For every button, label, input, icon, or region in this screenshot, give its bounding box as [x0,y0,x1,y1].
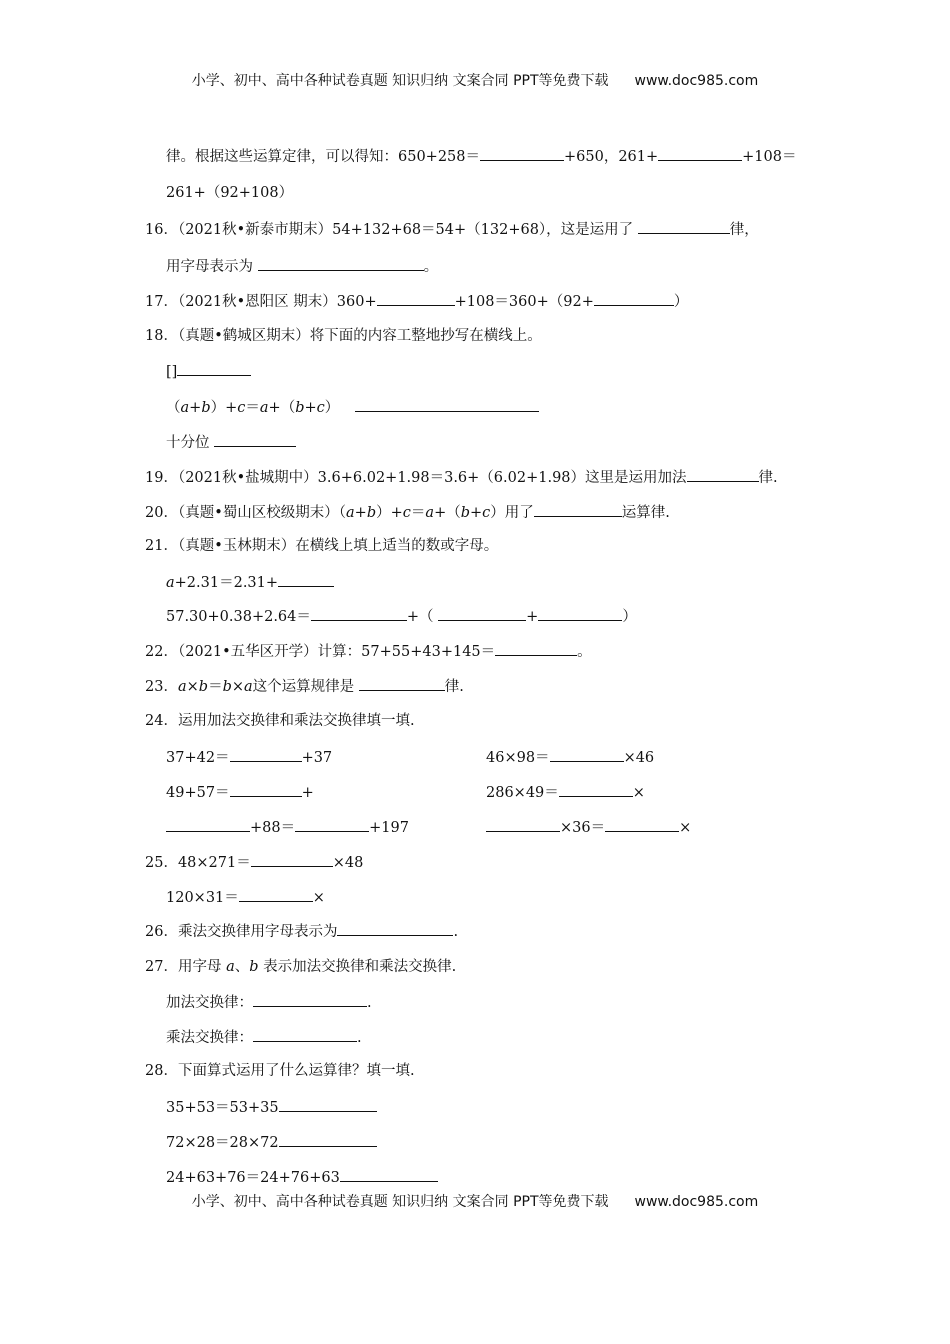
text-q16-line2-b: 。 [423,259,439,275]
question-24 [145,711,415,731]
text-q24-r2r-b: × [632,785,645,801]
text-q15-cont-b: +650，261+ [564,149,659,165]
text-q27-l2-a: 乘法交换律： [166,1030,253,1046]
text-q23-text-a: 这个运算规律是 [252,679,355,695]
question-21-line1 [166,572,334,593]
text-q21-l2-d: ） [622,609,637,625]
text-q23-b: b [198,679,209,695]
text-q20-text-a: （ [338,505,347,521]
text-q27-l2-b: . [357,1030,362,1046]
text-q23-a2: a [244,679,253,695]
text-q25-l1-b: ×48 [332,855,364,871]
question-16-line2 [166,256,438,277]
text-q21-l2-b: +（ [406,609,434,625]
answer-blank[interactable] [230,747,302,762]
text-q18-item2-a: （ [166,400,181,416]
text-q25-num: 25． [145,855,178,871]
text-q17-text-c: ） [673,294,689,310]
text-q23-eq: ＝ [208,679,223,695]
text-q25-l2-b: × [312,890,325,906]
text-q27-l1-b: . [367,995,372,1011]
text-q20-c: c [402,505,411,521]
text-q27-l1-a: 加法交换律： [166,995,253,1011]
question-24-r3-right [486,817,691,838]
question-26 [145,921,458,942]
question-22 [145,641,592,662]
text-q27-b: b [249,959,259,975]
text-q18-item2-l: c [316,400,325,416]
question-28-line2 [166,1132,377,1153]
footer-site: www.doc985.com [634,1194,759,1210]
question-16 [145,219,759,240]
answer-blank[interactable] [486,817,560,832]
header-text: 小学、初中、高中各种试卷真题 知识归纳 文案合同 PPT等免费下载 [191,73,609,89]
question-24-r2-right [486,782,645,803]
text-q20-text-d: ）用了 [490,505,534,521]
text-q18-item2-g: ＝ [245,400,260,416]
text-q20-eq: ＝ [410,505,426,521]
text-q16-src: （2021秋•新泰市期末） [177,222,333,238]
answer-blank[interactable] [166,817,250,832]
text-q18-item2-i: +（ [268,400,296,416]
text-q21-l1-a: a [166,575,175,591]
page-header [0,70,950,90]
text-q24-r2l-a: 49+57＝ [166,785,230,801]
answer-blank[interactable] [355,397,539,412]
question-17 [145,291,688,312]
text-q17-num: 17． [145,294,178,310]
text-q24-r3l-b: +197 [369,820,409,836]
text-q20-text-e: 运算律. [621,505,670,521]
text-q17-text-b: +108＝360+（92+ [454,294,594,310]
question-25 [145,852,363,873]
text-q19-text-b: 律. [758,470,778,486]
text-q18-num: 18． [145,328,178,344]
question-24-r2-left [166,782,314,803]
text-q18-item2-f: c [237,400,246,416]
question-27-line2 [166,1027,362,1048]
header-site: www.doc985.com [634,73,759,89]
answer-blank[interactable] [550,747,624,762]
question-24-r3-left [166,817,409,838]
answer-blank[interactable] [337,921,453,936]
text-q27-text-b: 表示加法交换律和乘法交换律. [263,959,457,975]
answer-blank[interactable] [258,256,424,271]
answer-blank[interactable] [687,467,759,482]
text-q28-text: 下面算式运用了什么运算律？填一填. [177,1063,415,1079]
text-q22-src: （2021•五华区开学） [177,644,318,660]
text-q22-num: 22． [145,644,178,660]
question-20 [145,502,670,523]
question-24-r1-right [486,747,654,768]
answer-blank[interactable] [559,782,633,797]
text-q27-text-a: 用字母 [177,959,222,975]
text-q23-text-b: 律. [444,679,464,695]
text-q16-text-b: 律， [729,222,759,238]
text-q18-item2-k: + [304,400,317,416]
answer-blank[interactable] [495,641,577,656]
question-25-line2 [166,887,325,908]
answer-blank[interactable] [253,992,367,1007]
answer-blank[interactable] [239,887,313,902]
text-q20-plus2: + [470,505,483,521]
answer-blank[interactable] [605,817,679,832]
q15-cont-line1 [166,146,796,167]
text-q22-text-b: 。 [577,644,592,660]
text-q21-src: （真题•玉林期末） [177,538,296,554]
text-q21-l1-b: +2.31＝2.31+ [174,575,279,591]
text-q20-a2: a [425,505,435,521]
answer-blank[interactable] [295,817,369,832]
question-28 [145,1061,415,1081]
text-q19-text-a: 3.6+6.02+1.98＝3.6+（6.02+1.98）这里是运用加法 [317,470,687,486]
text-q17-text-a: 360+ [336,294,377,310]
answer-blank[interactable] [230,782,302,797]
page-footer [0,1191,950,1211]
text-q20-c2: c [482,505,491,521]
text-q19-num: 19． [145,470,178,486]
question-21 [145,536,498,556]
answer-blank[interactable] [311,606,407,621]
text-q21-l2-c: + [526,609,539,625]
text-q16-text-a: 54+132+68＝54+（132+68），这是运用了 [332,222,634,238]
text-q20-text-c: +（ [434,505,461,521]
text-q17-src: （2021秋•恩阳区 期末） [177,294,337,310]
text-q20-b2: b [460,505,471,521]
answer-blank[interactable] [359,676,445,691]
text-q22-text-a: 计算：57+55+43+145＝ [317,644,496,660]
text-q24-r1l-a: 37+42＝ [166,750,230,766]
text-q21-text: 在横线上填上适当的数或字母。 [295,538,499,554]
text-q23-x1: × [186,679,199,695]
answer-blank[interactable] [594,291,674,306]
text-q21-l2-a: 57.30+0.38+2.64＝ [166,609,311,625]
text-q27-sep: 、 [234,959,250,975]
question-19 [145,467,778,488]
question-18-item2 [166,397,539,418]
text-q18-item1: [] [166,364,178,380]
text-q23-b2: b [222,679,232,695]
text-q20-text-b: ）+ [376,505,403,521]
answer-blank[interactable] [253,1027,357,1042]
text-q18-item2-e: ）+ [210,400,238,416]
text-q28-l3: 24+63+76＝24+76+63 [166,1170,340,1186]
footer-text: 小学、初中、高中各种试卷真题 知识归纳 文案合同 PPT等免费下载 [191,1194,609,1210]
text-q20-src: （真题•蜀山区校级期末） [177,505,339,521]
answer-blank[interactable] [438,606,526,621]
answer-blank[interactable] [177,361,251,376]
text-q18-item2-d: b [201,400,211,416]
text-q18-item2-j: b [295,400,305,416]
answer-blank[interactable] [279,1097,377,1112]
text-q20-plus1: + [354,505,367,521]
answer-blank[interactable] [538,606,622,621]
text-q20-num: 20． [145,505,178,521]
text-q20-a: a [346,505,355,521]
text-q15-cont-c: +108＝ [742,149,797,165]
text-q25-l1-a: 48×271＝ [177,855,251,871]
answer-blank[interactable] [279,1132,377,1147]
answer-blank[interactable] [534,502,622,517]
text-q20-b: b [366,505,377,521]
text-q15-cont2: 261+（92+108） [166,185,294,201]
answer-blank[interactable] [638,219,730,234]
text-q24-r1l-b: +37 [301,750,333,766]
question-27 [145,957,456,977]
text-q24-text: 运用加法交换律和乘法交换律填一填. [177,713,415,729]
question-23 [145,676,464,697]
text-q24-r3r-a: ×36＝ [560,820,606,836]
question-28-line1 [166,1097,377,1118]
text-q16-line2-a: 用字母表示为 [166,259,253,275]
text-q24-r1r-a: 46×98＝ [486,750,550,766]
text-q24-num: 24． [145,713,178,729]
answer-blank[interactable] [278,572,334,587]
question-27-line1 [166,992,372,1013]
question-24-r1-left [166,747,332,768]
text-q27-a: a [226,959,235,975]
q15-cont-line2 [166,183,293,203]
text-q24-r3r-b: × [679,820,692,836]
text-q18-text: 将下面的内容工整地抄写在横线上。 [309,328,542,344]
text-q24-r2l-b: + [301,785,314,801]
answer-blank[interactable] [377,291,455,306]
text-q27-num: 27． [145,959,178,975]
text-q28-num: 28． [145,1063,178,1079]
text-q21-num: 21． [145,538,178,554]
question-18 [145,326,542,346]
text-q18-item3: 十分位 [166,435,210,451]
text-q26-text-a: 乘法交换律用字母表示为 [177,924,338,940]
question-21-line2 [166,606,637,627]
text-q28-l2: 72×28＝28×72 [166,1135,279,1151]
text-q18-item2-c: + [189,400,202,416]
text-q23-x2: × [231,679,245,695]
answer-blank[interactable] [340,1167,438,1182]
text-q25-l2-a: 120×31＝ [166,890,239,906]
text-q28-l1: 35+53＝53+35 [166,1100,279,1116]
question-18-item3 [166,432,296,453]
answer-blank[interactable] [214,432,296,447]
text-q18-item2-h: a [259,400,269,416]
text-q24-r1r-b: ×46 [623,750,655,766]
question-18-item1 [166,361,251,382]
answer-blank[interactable] [251,852,333,867]
text-q18-item2-b: a [180,400,190,416]
answer-blank[interactable] [658,146,742,161]
text-q18-item2-m: ） [324,400,340,416]
text-q23-a: a [177,679,187,695]
text-q23-num: 23． [145,679,178,695]
text-q24-r3l-a: +88＝ [250,820,296,836]
text-q26-num: 26． [145,924,178,940]
text-q18-src: （真题•鹤城区期末） [177,328,310,344]
text-q16-num: 16． [145,222,178,238]
text-q19-src: （2021秋•盐城期中） [177,470,318,486]
answer-blank[interactable] [480,146,564,161]
text-q15-cont-a: 律。根据这些运算定律，可以得知：650+258＝ [166,149,480,165]
text-q24-r2r-a: 286×49＝ [486,785,559,801]
question-28-line3 [166,1167,438,1188]
text-q26-text-b: . [453,924,459,940]
